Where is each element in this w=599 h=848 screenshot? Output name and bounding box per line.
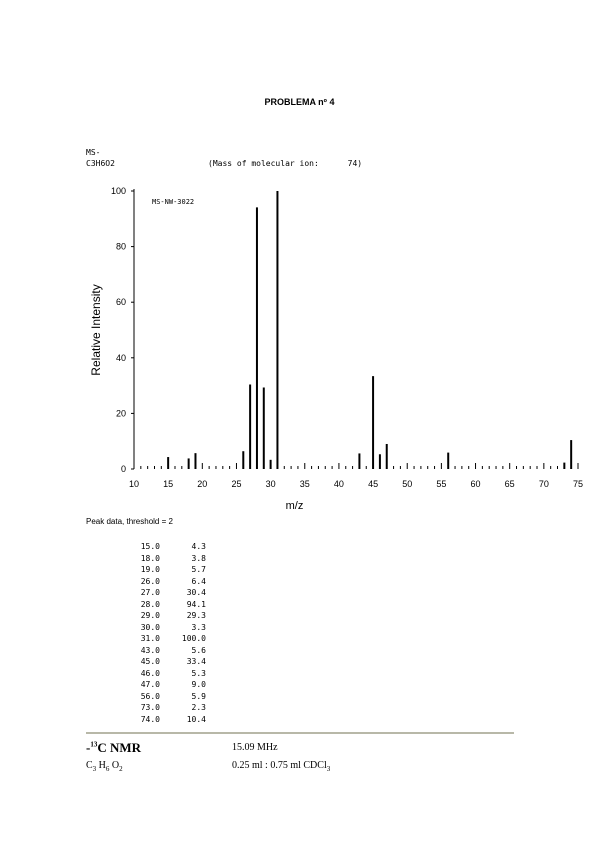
peak-data-row	[120, 702, 206, 714]
ms-header-molecular-ion: (Mass of molecular ion: 74)	[208, 159, 363, 168]
peak-data-row	[120, 541, 206, 553]
nmr-solvent-text: 0.25 ml : 0.75 ml CDCl	[232, 760, 327, 771]
peak-intensity: 29.3	[186, 611, 206, 620]
x-tick-label: 15	[163, 479, 174, 489]
peak-mz: 18.0	[140, 553, 160, 563]
x-tick-label: 45	[368, 479, 379, 489]
y-tick-label: 0	[120, 464, 126, 474]
peak-intensity: 9.0	[191, 680, 206, 689]
peak-mz: 47.0	[140, 680, 160, 689]
x-tick-label: 40	[333, 479, 344, 489]
x-tick-label: 20	[197, 479, 208, 489]
y-tick-label: 60	[115, 297, 126, 308]
formula-element: H	[96, 760, 106, 771]
peak-intensity: 10.4	[186, 714, 206, 724]
peak-mz: 74.0	[140, 714, 160, 724]
peak-mz: 73.0	[140, 703, 160, 712]
peak-data-row	[120, 679, 206, 691]
ms-header-formula: C3H6O2	[86, 159, 115, 168]
peak-data-row	[120, 645, 206, 657]
nmr-formula	[86, 760, 123, 773]
nmr-title-text: C NMR	[97, 740, 142, 755]
peak-mz: 15.0	[140, 542, 160, 551]
section-divider	[86, 732, 514, 734]
x-tick-label: 75	[572, 479, 584, 489]
formula-count: 3	[92, 765, 97, 773]
peak-intensity: 5.6	[191, 645, 206, 655]
formula-count: 2	[119, 765, 123, 773]
y-tick-label: 80	[115, 241, 126, 252]
peak-data-row	[120, 691, 206, 703]
nmr-solvent-sub: 3	[326, 765, 331, 773]
peak-intensity: 2.3	[191, 703, 206, 712]
x-tick-label: 60	[470, 479, 481, 489]
ms-header-line1: MS-	[86, 148, 101, 157]
nmr-prefix: -	[86, 740, 91, 755]
peak-data-row	[120, 622, 206, 634]
nmr-frequency: 15.09 MHz	[232, 742, 278, 753]
peak-intensity: 5.7	[191, 565, 206, 574]
peak-intensity: 94.1	[186, 599, 206, 609]
x-tick-label: 50	[402, 479, 413, 489]
peak-data-row	[120, 656, 206, 668]
x-tick-label: 10	[128, 479, 140, 489]
page-title: PROBLEMA nº 4	[264, 97, 335, 107]
x-tick-label: 65	[504, 479, 515, 489]
peak-intensity: 30.4	[186, 588, 206, 597]
peak-mz: 28.0	[140, 599, 160, 609]
peak-mz: 30.0	[140, 622, 160, 632]
peak-mz: 46.0	[140, 668, 160, 678]
spectrum-id-annotation: MS-NW-3022	[152, 198, 195, 206]
peak-data-row	[120, 553, 206, 565]
peak-intensity: 5.3	[191, 668, 206, 678]
x-tick-label: 35	[299, 479, 310, 489]
x-tick-label: 30	[265, 479, 276, 489]
peak-mz: 29.0	[140, 611, 160, 620]
formula-count: 6	[105, 765, 110, 773]
peak-data-row	[120, 633, 206, 645]
peak-data-title: Peak data, threshold = 2	[86, 517, 173, 526]
y-tick-label: 20	[115, 408, 126, 419]
peak-data-row	[120, 610, 206, 622]
peak-mz: 26.0	[140, 576, 160, 586]
y-axis-label: Relative Intensity	[89, 284, 103, 376]
y-tick-label: 100	[110, 186, 126, 196]
nmr-isotope: 13	[90, 740, 98, 749]
x-axis-label: m/z	[285, 500, 304, 512]
formula-element: O	[109, 760, 120, 771]
peak-mz: 27.0	[140, 588, 160, 597]
nmr-title	[86, 740, 141, 756]
peak-mz: 56.0	[140, 691, 160, 701]
x-tick-label: 70	[538, 479, 549, 489]
formula-element: C	[86, 760, 93, 771]
peak-data-row	[120, 668, 206, 680]
peak-intensity: 3.3	[191, 622, 206, 632]
y-tick-label: 40	[115, 352, 126, 363]
peak-intensity: 33.4	[186, 657, 206, 666]
nmr-solvent	[232, 760, 330, 773]
peak-mz: 19.0	[140, 565, 160, 574]
peak-mz: 45.0	[140, 657, 160, 666]
peak-mz: 43.0	[140, 645, 160, 655]
peak-intensity: 6.4	[191, 576, 206, 586]
peak-intensity: 5.9	[191, 691, 206, 701]
peak-data-row	[120, 714, 206, 726]
peak-intensity: 4.3	[191, 542, 206, 551]
peak-data-row	[120, 564, 206, 576]
peak-data-row	[120, 587, 206, 599]
peak-intensity: 100.0	[181, 634, 206, 643]
x-tick-label: 25	[231, 479, 242, 489]
peak-data-row	[120, 599, 206, 611]
peak-intensity: 3.8	[191, 553, 206, 563]
peak-data-table	[120, 541, 206, 725]
x-tick-label: 55	[436, 479, 447, 489]
peak-mz: 31.0	[140, 634, 160, 643]
peak-data-row	[120, 576, 206, 588]
